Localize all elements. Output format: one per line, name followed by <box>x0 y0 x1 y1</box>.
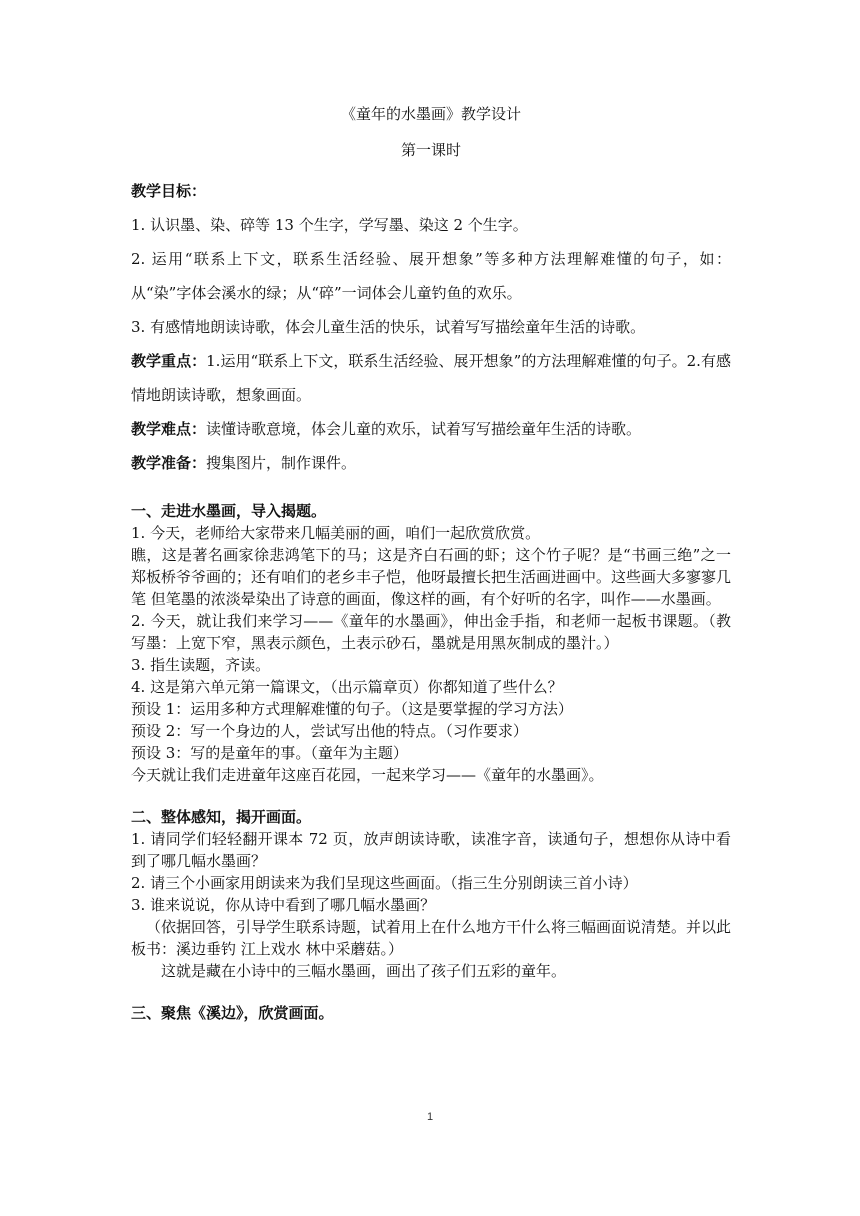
paragraph: 预设 3：写的是童年的事。（童年为主题） <box>131 744 408 762</box>
prep-label: 教学准备： <box>131 454 207 472</box>
paragraph: 瞧，这是著名画家徐悲鸿笔下的马；这是齐白石画的虾；这个竹子呢？是“书画三绝”之一郑板桥爷爷画的；还有咱们的老乡丰子恺，他呀最擅长把生活画进画中。这些画大多寥寥几笔 但笔墨的浓淡晕染出了诗意的画面，像这样的画，有个好听的名字，叫作——水墨画。 <box>131 546 732 608</box>
paragraph: 1. 请同学们轻轻翻开课本 72 页，放声朗读诗歌，读准字音，读通句子，想想你从诗中看到了哪几幅水墨画？ <box>131 830 731 870</box>
difficulty-label: 教学难点： <box>131 420 207 438</box>
prep-text: 搜集图片，制作课件。 <box>206 454 357 472</box>
objectives-block <box>131 174 731 480</box>
section-2 <box>131 806 731 982</box>
paragraph: 预设 1：运用多种方式理解难懂的句子。（这是要掌握的学习方法） <box>131 700 573 718</box>
key-label: 教学重点： <box>131 352 207 370</box>
difficulties <box>131 412 731 446</box>
lesson-subtitle: 第一课时 <box>400 141 461 159</box>
difficulty-text: 读懂诗歌意境，体会儿童的欢乐，试着写写描绘童年生活的诗歌。 <box>206 420 642 438</box>
paragraph: 2. 请三个小画家用朗读来为我们呈现这些画面。（指三生分别朗读三首小诗） <box>131 874 638 892</box>
document-body <box>131 104 731 1024</box>
key-text: 1.运用“联系上下文，联系生活经验、展开想象”的方法理解难懂的句子。2.有感情地朗读诗歌，想象画面。 <box>131 352 731 404</box>
preparation <box>131 446 731 480</box>
paragraph: 3. 谁来说说，你从诗中看到了哪几幅水墨画？ <box>131 896 436 914</box>
paragraph: 3. 指生读题，齐读。 <box>131 656 271 674</box>
paragraph: 这就是藏在小诗中的三幅水墨画，画出了孩子们五彩的童年。 <box>161 962 567 980</box>
key-points <box>131 344 731 412</box>
goals-label: 教学目标： <box>131 182 207 200</box>
section-heading: 三、聚焦《溪边》，欣赏画面。 <box>131 1004 334 1022</box>
goal-item: 1. 认识墨、染、碎等 13 个生字，学写墨、染这 2 个生字。 <box>131 216 528 234</box>
paragraph: 1. 今天，老师给大家带来几幅美丽的画，咱们一起欣赏欣赏。 <box>131 524 541 542</box>
page-number: 1 <box>426 1111 434 1123</box>
section-1 <box>131 500 731 786</box>
section-heading: 二、整体感知，揭开画面。 <box>131 808 312 826</box>
paragraph: 4. 这是第六单元第一篇课文，（出示篇章页）你都知道了些什么？ <box>131 678 563 696</box>
goal-item: 3. 有感情地朗读诗歌，体会儿童生活的快乐，试着写写描绘童年生活的诗歌。 <box>131 318 646 336</box>
section-heading: 一、走进水墨画，导入揭题。 <box>131 502 327 520</box>
document-title: 《童年的水墨画》教学设计 <box>340 105 521 123</box>
paragraph: 今天就让我们走进童年这座百花园，一起来学习——《童年的水墨画》。 <box>131 766 604 784</box>
paragraph: 预设 2：写一个身边的人，尝试写出他的特点。（习作要求） <box>131 722 528 740</box>
paragraph: （依据回答，引导学生联系诗题，试着用上在什么地方干什么将三幅画面说清楚。并以此板书：溪边垂钓 江上戏水 林中采蘑菇。） <box>131 918 732 958</box>
section-3 <box>131 1002 731 1024</box>
goal-item: 2. 运用“联系上下文，联系生活经验、展开想象”等多种方法理解难懂的句子，如：从“染”字体会溪水的绿；从“碎”一词体会儿童钓鱼的欢乐。 <box>131 250 731 302</box>
paragraph: 2. 今天，就让我们来学习——《童年的水墨画》，伸出金手指，和老师一起板书课题。（教写墨：上宽下窄，黑表示颜色，土表示砂石，墨就是用黑灰制成的墨汁。） <box>131 612 731 652</box>
